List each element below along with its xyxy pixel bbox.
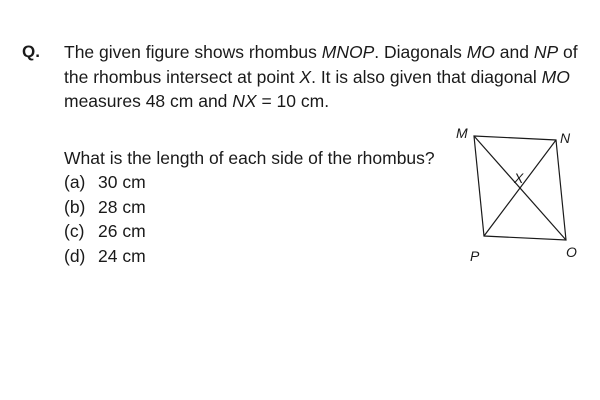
option-a[interactable]	[64, 170, 146, 195]
option-letter: (c)	[64, 221, 85, 241]
diagonal-np	[484, 140, 556, 236]
option-letter: (d)	[64, 245, 86, 266]
math-variable: MO	[541, 66, 570, 87]
stem-fragment: . Diagonals	[374, 42, 467, 62]
rhombus-diagram	[448, 118, 593, 266]
vertex-label-n: N	[560, 130, 571, 146]
math-variable: NX	[232, 91, 257, 111]
vertex-label-p: P	[470, 248, 480, 264]
stem-fragment: and	[494, 42, 534, 62]
question-label: Q.	[22, 42, 40, 61]
math-variable: MNOP	[321, 42, 375, 62]
option-b[interactable]	[64, 195, 146, 220]
answer-options	[64, 170, 146, 268]
option-d[interactable]	[64, 244, 146, 269]
option-text: 24 cm	[98, 245, 146, 266]
vertex-label-x: X	[514, 170, 524, 186]
question-stem	[64, 40, 594, 114]
option-letter: (b)	[64, 196, 86, 217]
question-stem-text	[64, 40, 594, 114]
question-prompt: What is the length of each side of the rhombus?	[64, 148, 435, 168]
rhombus-figure	[448, 118, 593, 266]
option-text: 26 cm	[98, 221, 146, 241]
math-variable: X	[299, 66, 312, 87]
stem-fragment: = 10 cm.	[256, 91, 330, 111]
stem-fragment: The given figure shows rhombus	[64, 42, 322, 62]
option-text: 28 cm	[98, 196, 146, 217]
stem-fragment: . It is also given that diagonal	[311, 66, 542, 87]
option-letter: (a)	[64, 172, 86, 192]
vertex-label-o: O	[566, 244, 577, 260]
math-variable: MO	[466, 42, 495, 62]
math-variable: NP	[533, 42, 559, 62]
stem-fragment: measures 48 cm and	[64, 91, 233, 111]
option-c[interactable]	[64, 219, 146, 244]
option-text: 30 cm	[98, 172, 146, 192]
stem-fragment: of the rhombus intersect at point	[64, 42, 578, 87]
vertex-label-m: M	[456, 125, 468, 141]
